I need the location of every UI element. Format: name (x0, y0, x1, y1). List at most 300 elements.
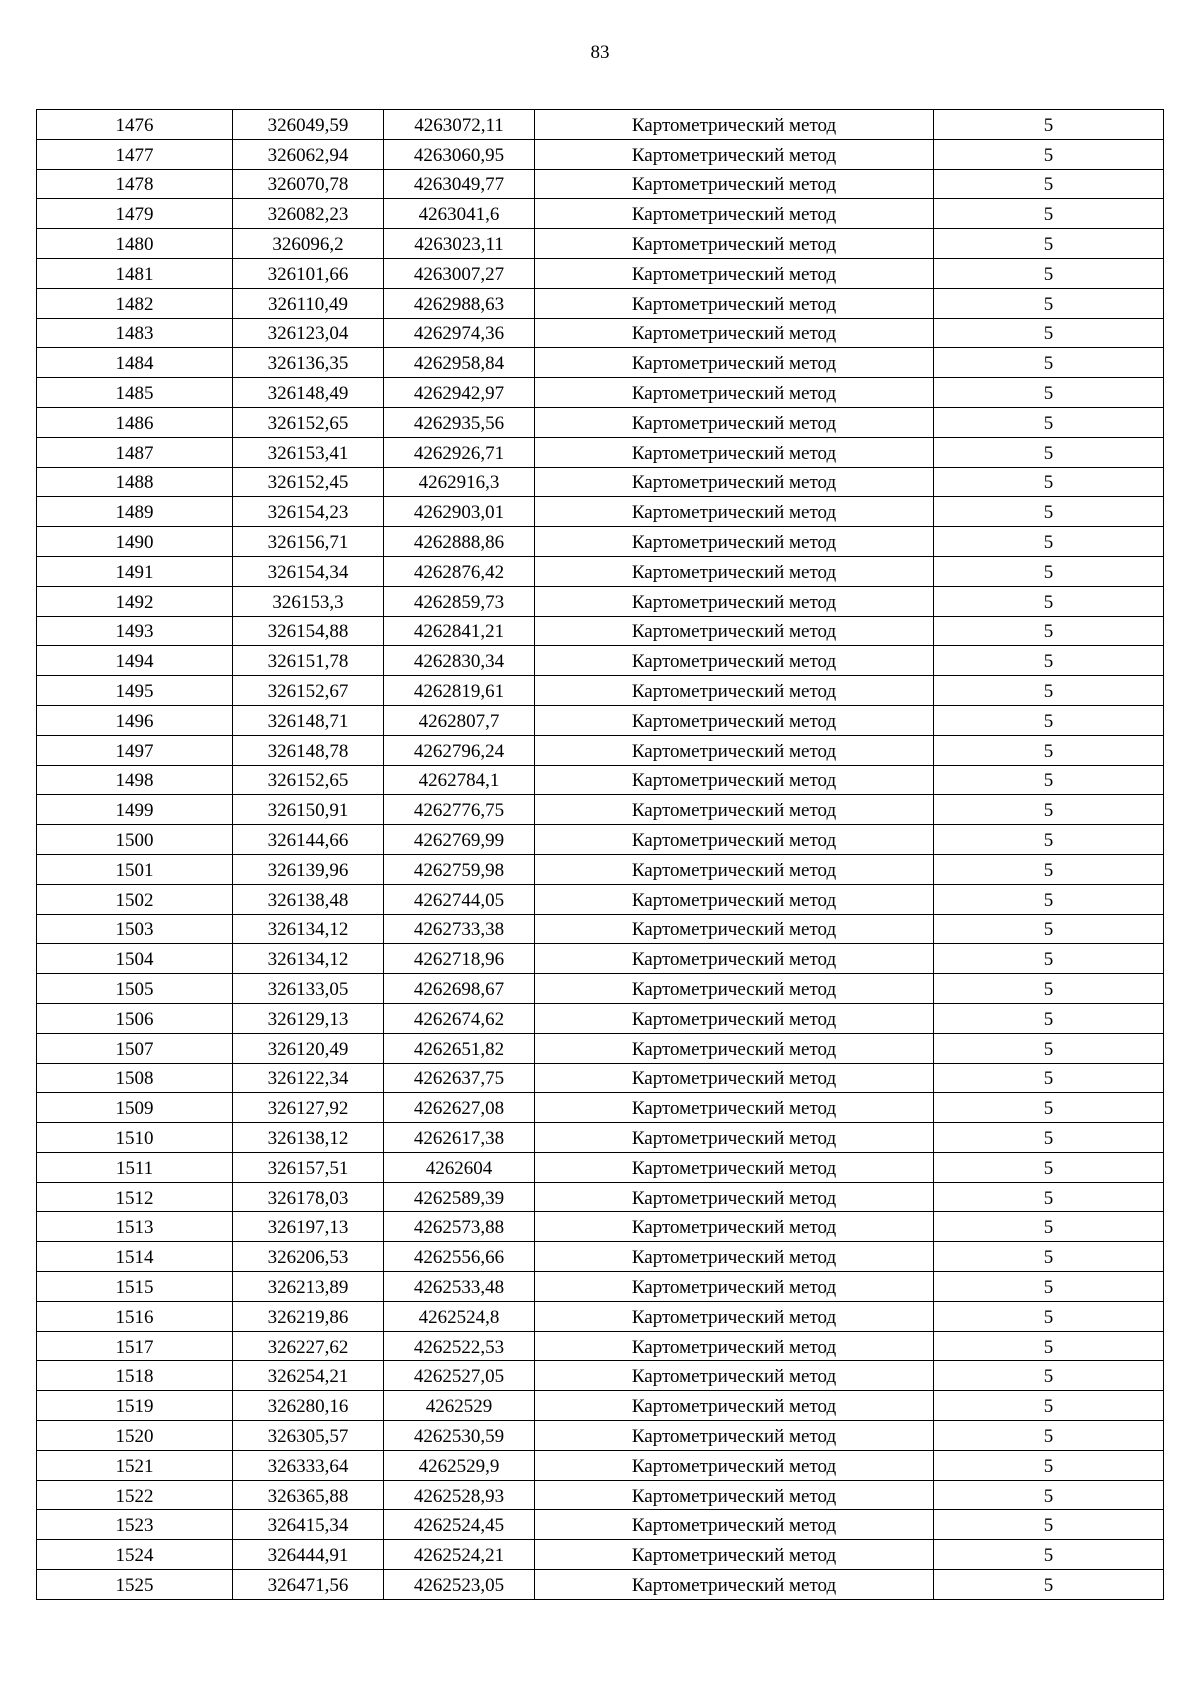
table-row (37, 944, 1164, 974)
accuracy-cell: 5 (934, 1510, 1164, 1540)
x-coordinate-cell: 326101,66 (233, 258, 384, 288)
y-coordinate-cell: 4262935,56 (384, 407, 535, 437)
method-cell: Картометрический метод (535, 467, 934, 497)
point-number-cell: 1481 (37, 258, 233, 288)
accuracy-cell: 5 (934, 378, 1164, 408)
method-cell: Картометрический метод (535, 229, 934, 259)
y-coordinate-cell: 4262888,86 (384, 527, 535, 557)
method-cell: Картометрический метод (535, 1331, 934, 1361)
table-row (37, 1540, 1164, 1570)
point-number-cell: 1524 (37, 1540, 233, 1570)
table-row (37, 1093, 1164, 1123)
point-number-cell: 1523 (37, 1510, 233, 1540)
x-coordinate-cell: 326122,34 (233, 1063, 384, 1093)
x-coordinate-cell: 326110,49 (233, 288, 384, 318)
page-number: 83 (590, 42, 610, 63)
point-number-cell: 1477 (37, 139, 233, 169)
accuracy-cell: 5 (934, 646, 1164, 676)
x-coordinate-cell: 326138,48 (233, 884, 384, 914)
method-cell: Картометрический метод (535, 1063, 934, 1093)
accuracy-cell: 5 (934, 348, 1164, 378)
method-cell: Картометрический метод (535, 378, 934, 408)
accuracy-cell: 5 (934, 229, 1164, 259)
accuracy-cell: 5 (934, 1301, 1164, 1331)
y-coordinate-cell: 4262841,21 (384, 616, 535, 646)
method-cell: Картометрический метод (535, 1301, 934, 1331)
method-cell: Картометрический метод (535, 914, 934, 944)
point-number-cell: 1522 (37, 1480, 233, 1510)
method-cell: Картометрический метод (535, 735, 934, 765)
table-row (37, 646, 1164, 676)
point-number-cell: 1496 (37, 705, 233, 735)
x-coordinate-cell: 326178,03 (233, 1182, 384, 1212)
x-coordinate-cell: 326153,3 (233, 586, 384, 616)
accuracy-cell: 5 (934, 139, 1164, 169)
point-number-cell: 1494 (37, 646, 233, 676)
method-cell: Картометрический метод (535, 199, 934, 229)
table-row (37, 1361, 1164, 1391)
accuracy-cell: 5 (934, 288, 1164, 318)
table-row (37, 1123, 1164, 1153)
x-coordinate-cell: 326219,86 (233, 1301, 384, 1331)
y-coordinate-cell: 4262819,61 (384, 676, 535, 706)
point-number-cell: 1512 (37, 1182, 233, 1212)
x-coordinate-cell: 326415,34 (233, 1510, 384, 1540)
x-coordinate-cell: 326197,13 (233, 1212, 384, 1242)
point-number-cell: 1513 (37, 1212, 233, 1242)
point-number-cell: 1525 (37, 1570, 233, 1600)
point-number-cell: 1509 (37, 1093, 233, 1123)
point-number-cell: 1511 (37, 1152, 233, 1182)
y-coordinate-cell: 4262556,66 (384, 1242, 535, 1272)
x-coordinate-cell: 326154,88 (233, 616, 384, 646)
method-cell: Картометрический метод (535, 1003, 934, 1033)
accuracy-cell: 5 (934, 1540, 1164, 1570)
y-coordinate-cell: 4262674,62 (384, 1003, 535, 1033)
accuracy-cell: 5 (934, 1331, 1164, 1361)
y-coordinate-cell: 4262876,42 (384, 556, 535, 586)
y-coordinate-cell: 4263041,6 (384, 199, 535, 229)
accuracy-cell: 5 (934, 1212, 1164, 1242)
point-number-cell: 1483 (37, 318, 233, 348)
point-number-cell: 1476 (37, 110, 233, 140)
y-coordinate-cell: 4262988,63 (384, 288, 535, 318)
x-coordinate-cell: 326333,64 (233, 1450, 384, 1480)
accuracy-cell: 5 (934, 407, 1164, 437)
point-number-cell: 1491 (37, 556, 233, 586)
x-coordinate-cell: 326049,59 (233, 110, 384, 140)
table-row (37, 1272, 1164, 1302)
y-coordinate-cell: 4262651,82 (384, 1033, 535, 1063)
x-coordinate-cell: 326206,53 (233, 1242, 384, 1272)
x-coordinate-cell: 326152,65 (233, 765, 384, 795)
y-coordinate-cell: 4263060,95 (384, 139, 535, 169)
x-coordinate-cell: 326148,78 (233, 735, 384, 765)
x-coordinate-cell: 326120,49 (233, 1033, 384, 1063)
point-number-cell: 1498 (37, 765, 233, 795)
y-coordinate-cell: 4262524,21 (384, 1540, 535, 1570)
method-cell: Картометрический метод (535, 1480, 934, 1510)
x-coordinate-cell: 326254,21 (233, 1361, 384, 1391)
accuracy-cell: 5 (934, 676, 1164, 706)
x-coordinate-cell: 326136,35 (233, 348, 384, 378)
table-row (37, 1182, 1164, 1212)
point-number-cell: 1485 (37, 378, 233, 408)
y-coordinate-cell: 4262533,48 (384, 1272, 535, 1302)
method-cell: Картометрический метод (535, 1242, 934, 1272)
accuracy-cell: 5 (934, 735, 1164, 765)
method-cell: Картометрический метод (535, 318, 934, 348)
y-coordinate-cell: 4262859,73 (384, 586, 535, 616)
y-coordinate-cell: 4262522,53 (384, 1331, 535, 1361)
x-coordinate-cell: 326138,12 (233, 1123, 384, 1153)
method-cell: Картометрический метод (535, 139, 934, 169)
point-number-cell: 1487 (37, 437, 233, 467)
table-row (37, 348, 1164, 378)
accuracy-cell: 5 (934, 1152, 1164, 1182)
x-coordinate-cell: 326444,91 (233, 1540, 384, 1570)
y-coordinate-cell: 4262807,7 (384, 705, 535, 735)
method-cell: Картометрический метод (535, 1123, 934, 1153)
accuracy-cell: 5 (934, 1391, 1164, 1421)
method-cell: Картометрический метод (535, 1361, 934, 1391)
method-cell: Картометрический метод (535, 110, 934, 140)
x-coordinate-cell: 326471,56 (233, 1570, 384, 1600)
table-row (37, 497, 1164, 527)
point-number-cell: 1500 (37, 825, 233, 855)
method-cell: Картометрический метод (535, 854, 934, 884)
table-row (37, 974, 1164, 1004)
method-cell: Картометрический метод (535, 1570, 934, 1600)
x-coordinate-cell: 326154,23 (233, 497, 384, 527)
method-cell: Картометрический метод (535, 1540, 934, 1570)
table-row (37, 318, 1164, 348)
x-coordinate-cell: 326213,89 (233, 1272, 384, 1302)
x-coordinate-cell: 326365,88 (233, 1480, 384, 1510)
x-coordinate-cell: 326280,16 (233, 1391, 384, 1421)
point-number-cell: 1490 (37, 527, 233, 557)
accuracy-cell: 5 (934, 527, 1164, 557)
table-row (37, 288, 1164, 318)
method-cell: Картометрический метод (535, 1182, 934, 1212)
x-coordinate-cell: 326127,92 (233, 1093, 384, 1123)
accuracy-cell: 5 (934, 1480, 1164, 1510)
x-coordinate-cell: 326148,49 (233, 378, 384, 408)
x-coordinate-cell: 326134,12 (233, 914, 384, 944)
x-coordinate-cell: 326152,45 (233, 467, 384, 497)
accuracy-cell: 5 (934, 795, 1164, 825)
accuracy-cell: 5 (934, 1242, 1164, 1272)
table-row (37, 258, 1164, 288)
accuracy-cell: 5 (934, 705, 1164, 735)
method-cell: Картометрический метод (535, 348, 934, 378)
method-cell: Картометрический метод (535, 1152, 934, 1182)
method-cell: Картометрический метод (535, 944, 934, 974)
method-cell: Картометрический метод (535, 884, 934, 914)
point-number-cell: 1510 (37, 1123, 233, 1153)
y-coordinate-cell: 4262776,75 (384, 795, 535, 825)
table-row (37, 1450, 1164, 1480)
point-number-cell: 1506 (37, 1003, 233, 1033)
x-coordinate-cell: 326134,12 (233, 944, 384, 974)
point-number-cell: 1492 (37, 586, 233, 616)
table-row (37, 1003, 1164, 1033)
y-coordinate-cell: 4262926,71 (384, 437, 535, 467)
table-row (37, 884, 1164, 914)
x-coordinate-cell: 326070,78 (233, 169, 384, 199)
y-coordinate-cell: 4262769,99 (384, 825, 535, 855)
accuracy-cell: 5 (934, 110, 1164, 140)
y-coordinate-cell: 4262530,59 (384, 1421, 535, 1451)
method-cell: Картометрический метод (535, 258, 934, 288)
point-number-cell: 1503 (37, 914, 233, 944)
x-coordinate-cell: 326123,04 (233, 318, 384, 348)
table-row (37, 795, 1164, 825)
y-coordinate-cell: 4262759,98 (384, 854, 535, 884)
table-row (37, 1152, 1164, 1182)
table-row (37, 437, 1164, 467)
accuracy-cell: 5 (934, 1182, 1164, 1212)
accuracy-cell: 5 (934, 258, 1164, 288)
accuracy-cell: 5 (934, 1003, 1164, 1033)
method-cell: Картометрический метод (535, 556, 934, 586)
table-row (37, 616, 1164, 646)
table-row (37, 1212, 1164, 1242)
point-number-cell: 1486 (37, 407, 233, 437)
accuracy-cell: 5 (934, 1272, 1164, 1302)
x-coordinate-cell: 326129,13 (233, 1003, 384, 1033)
y-coordinate-cell: 4262529,9 (384, 1450, 535, 1480)
y-coordinate-cell: 4262528,93 (384, 1480, 535, 1510)
table-row (37, 1480, 1164, 1510)
point-number-cell: 1514 (37, 1242, 233, 1272)
accuracy-cell: 5 (934, 944, 1164, 974)
point-number-cell: 1501 (37, 854, 233, 884)
y-coordinate-cell: 4262573,88 (384, 1212, 535, 1242)
y-coordinate-cell: 4262830,34 (384, 646, 535, 676)
x-coordinate-cell: 326082,23 (233, 199, 384, 229)
x-coordinate-cell: 326157,51 (233, 1152, 384, 1182)
y-coordinate-cell: 4262916,3 (384, 467, 535, 497)
y-coordinate-cell: 4262958,84 (384, 348, 535, 378)
table-row (37, 1033, 1164, 1063)
point-number-cell: 1482 (37, 288, 233, 318)
table-row (37, 825, 1164, 855)
x-coordinate-cell: 326305,57 (233, 1421, 384, 1451)
accuracy-cell: 5 (934, 497, 1164, 527)
accuracy-cell: 5 (934, 765, 1164, 795)
y-coordinate-cell: 4262524,8 (384, 1301, 535, 1331)
accuracy-cell: 5 (934, 974, 1164, 1004)
y-coordinate-cell: 4262942,97 (384, 378, 535, 408)
accuracy-cell: 5 (934, 169, 1164, 199)
method-cell: Картометрический метод (535, 1093, 934, 1123)
method-cell: Картометрический метод (535, 1391, 934, 1421)
point-number-cell: 1519 (37, 1391, 233, 1421)
y-coordinate-cell: 4262698,67 (384, 974, 535, 1004)
method-cell: Картометрический метод (535, 1212, 934, 1242)
accuracy-cell: 5 (934, 318, 1164, 348)
y-coordinate-cell: 4262604 (384, 1152, 535, 1182)
y-coordinate-cell: 4262733,38 (384, 914, 535, 944)
accuracy-cell: 5 (934, 825, 1164, 855)
y-coordinate-cell: 4262524,45 (384, 1510, 535, 1540)
table-row (37, 586, 1164, 616)
table-row (37, 1242, 1164, 1272)
table-row (37, 139, 1164, 169)
y-coordinate-cell: 4262627,08 (384, 1093, 535, 1123)
method-cell: Картометрический метод (535, 1033, 934, 1063)
accuracy-cell: 5 (934, 1421, 1164, 1451)
method-cell: Картометрический метод (535, 705, 934, 735)
point-number-cell: 1493 (37, 616, 233, 646)
point-number-cell: 1495 (37, 676, 233, 706)
y-coordinate-cell: 4263007,27 (384, 258, 535, 288)
table-row (37, 1391, 1164, 1421)
point-number-cell: 1504 (37, 944, 233, 974)
table-row (37, 169, 1164, 199)
point-number-cell: 1488 (37, 467, 233, 497)
point-number-cell: 1502 (37, 884, 233, 914)
y-coordinate-cell: 4262527,05 (384, 1361, 535, 1391)
method-cell: Картометрический метод (535, 1272, 934, 1302)
accuracy-cell: 5 (934, 437, 1164, 467)
table-row (37, 735, 1164, 765)
y-coordinate-cell: 4263072,11 (384, 110, 535, 140)
method-cell: Картометрический метод (535, 676, 934, 706)
y-coordinate-cell: 4262744,05 (384, 884, 535, 914)
y-coordinate-cell: 4263049,77 (384, 169, 535, 199)
y-coordinate-cell: 4262796,24 (384, 735, 535, 765)
accuracy-cell: 5 (934, 1570, 1164, 1600)
method-cell: Картометрический метод (535, 616, 934, 646)
table-row (37, 1421, 1164, 1451)
accuracy-cell: 5 (934, 1361, 1164, 1391)
table-row (37, 556, 1164, 586)
accuracy-cell: 5 (934, 1123, 1164, 1153)
method-cell: Картометрический метод (535, 1421, 934, 1451)
point-number-cell: 1517 (37, 1331, 233, 1361)
method-cell: Картометрический метод (535, 974, 934, 1004)
x-coordinate-cell: 326153,41 (233, 437, 384, 467)
point-number-cell: 1489 (37, 497, 233, 527)
accuracy-cell: 5 (934, 467, 1164, 497)
table-row (37, 110, 1164, 140)
table-row (37, 467, 1164, 497)
accuracy-cell: 5 (934, 884, 1164, 914)
table-row (37, 1331, 1164, 1361)
y-coordinate-cell: 4262523,05 (384, 1570, 535, 1600)
accuracy-cell: 5 (934, 586, 1164, 616)
table-row (37, 378, 1164, 408)
y-coordinate-cell: 4262529 (384, 1391, 535, 1421)
table-row (37, 854, 1164, 884)
method-cell: Картометрический метод (535, 527, 934, 557)
method-cell: Картометрический метод (535, 288, 934, 318)
accuracy-cell: 5 (934, 1450, 1164, 1480)
method-cell: Картометрический метод (535, 646, 934, 676)
table-row (37, 705, 1164, 735)
y-coordinate-cell: 4262617,38 (384, 1123, 535, 1153)
accuracy-cell: 5 (934, 616, 1164, 646)
table-row (37, 199, 1164, 229)
table-row (37, 765, 1164, 795)
y-coordinate-cell: 4262589,39 (384, 1182, 535, 1212)
point-number-cell: 1518 (37, 1361, 233, 1391)
accuracy-cell: 5 (934, 1033, 1164, 1063)
table-row (37, 1570, 1164, 1600)
x-coordinate-cell: 326096,2 (233, 229, 384, 259)
method-cell: Картометрический метод (535, 437, 934, 467)
point-number-cell: 1505 (37, 974, 233, 1004)
method-cell: Картометрический метод (535, 825, 934, 855)
table-row (37, 407, 1164, 437)
x-coordinate-cell: 326139,96 (233, 854, 384, 884)
y-coordinate-cell: 4263023,11 (384, 229, 535, 259)
table-row (37, 1510, 1164, 1540)
x-coordinate-cell: 326152,67 (233, 676, 384, 706)
table-row (37, 914, 1164, 944)
method-cell: Картометрический метод (535, 765, 934, 795)
accuracy-cell: 5 (934, 556, 1164, 586)
accuracy-cell: 5 (934, 914, 1164, 944)
table-row (37, 676, 1164, 706)
coordinates-table (36, 109, 1164, 1600)
y-coordinate-cell: 4262637,75 (384, 1063, 535, 1093)
point-number-cell: 1484 (37, 348, 233, 378)
point-number-cell: 1479 (37, 199, 233, 229)
x-coordinate-cell: 326148,71 (233, 705, 384, 735)
accuracy-cell: 5 (934, 199, 1164, 229)
y-coordinate-cell: 4262903,01 (384, 497, 535, 527)
method-cell: Картометрический метод (535, 1450, 934, 1480)
x-coordinate-cell: 326154,34 (233, 556, 384, 586)
point-number-cell: 1480 (37, 229, 233, 259)
method-cell: Картометрический метод (535, 586, 934, 616)
accuracy-cell: 5 (934, 1063, 1164, 1093)
x-coordinate-cell: 326151,78 (233, 646, 384, 676)
x-coordinate-cell: 326152,65 (233, 407, 384, 437)
x-coordinate-cell: 326156,71 (233, 527, 384, 557)
x-coordinate-cell: 326133,05 (233, 974, 384, 1004)
table-row (37, 229, 1164, 259)
method-cell: Картометрический метод (535, 497, 934, 527)
y-coordinate-cell: 4262718,96 (384, 944, 535, 974)
x-coordinate-cell: 326144,66 (233, 825, 384, 855)
table-row (37, 1063, 1164, 1093)
method-cell: Картометрический метод (535, 1510, 934, 1540)
point-number-cell: 1515 (37, 1272, 233, 1302)
point-number-cell: 1507 (37, 1033, 233, 1063)
accuracy-cell: 5 (934, 854, 1164, 884)
y-coordinate-cell: 4262974,36 (384, 318, 535, 348)
accuracy-cell: 5 (934, 1093, 1164, 1123)
method-cell: Картометрический метод (535, 169, 934, 199)
point-number-cell: 1499 (37, 795, 233, 825)
x-coordinate-cell: 326150,91 (233, 795, 384, 825)
table-row (37, 527, 1164, 557)
point-number-cell: 1521 (37, 1450, 233, 1480)
table-row (37, 1301, 1164, 1331)
x-coordinate-cell: 326062,94 (233, 139, 384, 169)
y-coordinate-cell: 4262784,1 (384, 765, 535, 795)
coordinates-table-body (37, 110, 1164, 1600)
point-number-cell: 1516 (37, 1301, 233, 1331)
method-cell: Картометрический метод (535, 407, 934, 437)
point-number-cell: 1478 (37, 169, 233, 199)
point-number-cell: 1508 (37, 1063, 233, 1093)
point-number-cell: 1497 (37, 735, 233, 765)
